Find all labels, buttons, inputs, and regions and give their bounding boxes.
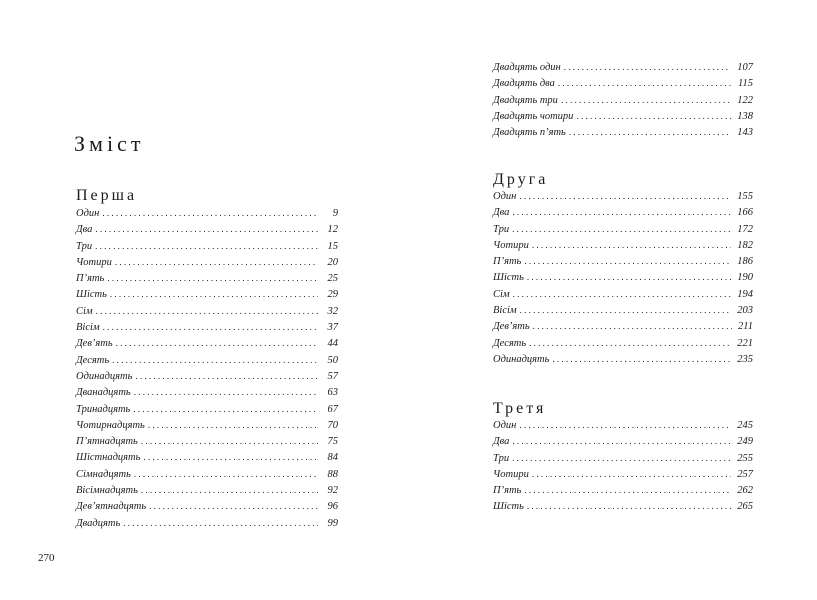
dot-leader [532, 237, 731, 253]
dot-leader [569, 124, 731, 140]
toc-entry-page: 235 [737, 353, 753, 365]
toc-entry-page: 32 [327, 305, 338, 317]
toc-entry-page: 194 [737, 288, 753, 300]
toc-entry-page: 155 [737, 191, 753, 202]
toc-entry-label: Одинадцять [76, 370, 133, 382]
toc-entry-page: 88 [327, 468, 338, 480]
toc-entry-label: Два [493, 436, 510, 448]
toc-list-part-3 [493, 417, 753, 515]
toc-entry-label: Чотири [493, 239, 529, 251]
dot-leader [102, 205, 318, 221]
toc-entry [76, 352, 338, 368]
toc-entry-page: 257 [737, 468, 753, 480]
toc-entry-label: Одинадцять [493, 353, 550, 365]
dot-leader [527, 498, 731, 514]
toc-entry-page: 265 [737, 501, 753, 513]
toc-entry-page: 172 [737, 223, 753, 235]
toc-entry-page: 115 [738, 78, 753, 90]
toc-entry-page: 15 [327, 240, 338, 252]
toc-entry [76, 515, 338, 531]
dot-leader [558, 75, 732, 91]
toc-entry-page: 143 [737, 127, 753, 139]
toc-entry-label: Три [493, 223, 510, 235]
part-heading-persha: Перша [76, 187, 138, 204]
dot-leader [103, 319, 318, 335]
toc-entry-page: 203 [737, 305, 753, 317]
toc-entry-label: Шість [493, 272, 524, 284]
toc-entry-page: 190 [737, 272, 753, 284]
toc-entry [493, 59, 753, 75]
toc-entry [76, 368, 338, 384]
toc-entry-page: 138 [737, 110, 753, 122]
dot-leader [527, 269, 731, 285]
toc-entry-label: Десять [76, 354, 110, 366]
toc-entry-label: Дев’ять [493, 321, 530, 333]
page-title: Зміст [74, 131, 145, 156]
toc-entry [493, 269, 753, 285]
toc-entry [493, 498, 753, 514]
toc-entry-label: Двадцять п’ять [493, 127, 566, 139]
toc-entry [493, 335, 753, 351]
toc-entry-label: Двадцять два [493, 78, 555, 90]
toc-entry-page: 9 [332, 208, 338, 219]
toc-entry [76, 433, 338, 449]
toc-entry-label: П’ять [76, 273, 105, 285]
toc-entry-page: 57 [327, 370, 338, 382]
toc-entry [76, 498, 338, 514]
toc-entry [493, 433, 753, 449]
toc-entry [76, 254, 338, 270]
toc-entry [76, 335, 338, 351]
toc-entry [493, 108, 753, 124]
toc-entry-page: 75 [327, 436, 338, 448]
toc-entry-label: Шістнадцять [76, 452, 141, 464]
dot-leader [112, 352, 318, 368]
toc-entry [493, 302, 753, 318]
toc-entry [76, 319, 338, 335]
dot-leader [133, 401, 318, 417]
toc-entry-page: 182 [737, 239, 753, 251]
toc-entry-label: Один [493, 191, 517, 202]
toc-entry-page: 245 [737, 420, 753, 431]
page-number: 270 [38, 552, 55, 564]
toc-entry-label: П’ять [493, 485, 522, 497]
toc-entry [493, 466, 753, 482]
dot-leader [512, 433, 731, 449]
dot-leader [512, 221, 731, 237]
dot-leader [513, 286, 732, 302]
dot-leader [512, 204, 731, 220]
toc-entry [493, 286, 753, 302]
toc-entry-page: 211 [738, 321, 753, 333]
toc-entry-page: 63 [327, 387, 338, 399]
toc-entry-label: Двадцять один [493, 62, 561, 73]
dot-leader [107, 270, 318, 286]
toc-entry [493, 417, 753, 433]
dot-leader [564, 59, 732, 75]
dot-leader [123, 515, 318, 531]
toc-entry-page: 262 [737, 485, 753, 497]
dot-leader [520, 302, 732, 318]
toc-entry-label: Один [76, 208, 100, 219]
toc-entry-page: 107 [737, 62, 753, 73]
toc-entry-label: Вісімнадцять [76, 485, 138, 497]
toc-entry-label: Сім [76, 305, 93, 317]
toc-entry-page: 67 [327, 403, 338, 415]
toc-entry-label: Три [493, 452, 510, 464]
toc-list-part-2 [493, 188, 753, 367]
toc-entry-label: Три [76, 240, 93, 252]
toc-entry-label: Тринадцять [76, 403, 131, 415]
toc-entry-label: Двадцять чотири [493, 110, 574, 122]
toc-entry-page: 20 [327, 256, 338, 268]
toc-entry-page: 44 [327, 338, 338, 350]
toc-entry-page: 25 [327, 273, 338, 285]
toc-entry [76, 303, 338, 319]
toc-entry-label: Двадцять три [493, 94, 558, 106]
toc-entry-page: 92 [327, 485, 338, 497]
dot-leader [95, 238, 318, 254]
toc-entry [493, 351, 753, 367]
dot-leader [519, 188, 731, 204]
toc-entry-page: 122 [737, 94, 753, 106]
toc-entry-label: Два [76, 224, 93, 236]
toc-entry-page: 96 [327, 501, 338, 513]
dot-leader [141, 482, 318, 498]
toc-entry [76, 238, 338, 254]
toc-entry-page: 99 [327, 517, 338, 529]
toc-entry-label: Дев’ять [76, 338, 113, 350]
toc-entry [493, 188, 753, 204]
toc-entry-page: 29 [327, 289, 338, 301]
dot-leader [512, 450, 731, 466]
toc-entry-label: П’ять [493, 256, 522, 268]
toc-entry [493, 204, 753, 220]
part-heading-tretia: Третя [493, 400, 547, 417]
toc-entry [76, 417, 338, 433]
part-heading-druha: Друга [493, 171, 549, 188]
toc-entry-label: П’ятнадцять [76, 436, 138, 448]
dot-leader [95, 221, 318, 237]
toc-entry-label: Два [493, 207, 510, 219]
toc-entry-page: 221 [737, 337, 753, 349]
dot-leader [115, 254, 318, 270]
toc-list-part-1 [76, 205, 338, 531]
toc-entry-label: Двадцять [76, 517, 121, 529]
toc-entry-label: Чотири [76, 256, 112, 268]
toc-entry-label: Чотири [493, 468, 529, 480]
toc-entry [76, 270, 338, 286]
toc-entry-label: Шість [76, 289, 107, 301]
toc-entry-page: 70 [327, 419, 338, 431]
toc-entry [76, 384, 338, 400]
toc-entry-page: 50 [327, 354, 338, 366]
toc-list-continuation [493, 59, 753, 140]
toc-entry-page: 249 [737, 436, 753, 448]
dot-leader [143, 449, 318, 465]
dot-leader [110, 286, 318, 302]
toc-entry [493, 221, 753, 237]
toc-entry [493, 237, 753, 253]
toc-entry-label: Один [493, 420, 517, 431]
toc-entry [493, 450, 753, 466]
dot-leader [552, 351, 731, 367]
dot-leader [148, 417, 318, 433]
dot-leader [576, 108, 731, 124]
toc-entry [76, 466, 338, 482]
toc-entry-page: 12 [327, 224, 338, 236]
dot-leader [134, 384, 318, 400]
toc-entry-page: 166 [737, 207, 753, 219]
toc-entry [76, 221, 338, 237]
toc-entry-page: 37 [327, 322, 338, 334]
toc-entry-page: 255 [737, 452, 753, 464]
toc-entry-label: Вісім [76, 322, 100, 334]
toc-entry-label: Вісім [493, 305, 517, 317]
toc-entry [493, 92, 753, 108]
toc-entry [493, 75, 753, 91]
toc-entry-label: Дев’ятнадцять [76, 501, 147, 513]
dot-leader [524, 482, 731, 498]
dot-leader [116, 335, 318, 351]
toc-entry [76, 286, 338, 302]
dot-leader [149, 498, 318, 514]
dot-leader [533, 318, 732, 334]
toc-entry-page: 84 [327, 452, 338, 464]
toc-entry [493, 253, 753, 269]
toc-entry-label: Шість [493, 501, 524, 513]
toc-entry [76, 449, 338, 465]
toc-entry [493, 482, 753, 498]
toc-entry [76, 482, 338, 498]
dot-leader [96, 303, 318, 319]
dot-leader [529, 335, 731, 351]
dot-leader [134, 466, 318, 482]
dot-leader [135, 368, 318, 384]
toc-entry-label: Сім [493, 288, 510, 300]
toc-entry [76, 205, 338, 221]
toc-entry [493, 318, 753, 334]
toc-entry-label: Чотирнадцять [76, 419, 145, 431]
toc-entry-label: Дванадцять [76, 387, 131, 399]
dot-leader [561, 92, 731, 108]
toc-entry-label: Десять [493, 337, 527, 349]
toc-entry-page: 186 [737, 256, 753, 268]
dot-leader [524, 253, 731, 269]
toc-entry-label: Сімнадцять [76, 468, 131, 480]
toc-entry [493, 124, 753, 140]
dot-leader [519, 417, 731, 433]
dot-leader [141, 433, 318, 449]
dot-leader [532, 466, 731, 482]
toc-entry [76, 401, 338, 417]
